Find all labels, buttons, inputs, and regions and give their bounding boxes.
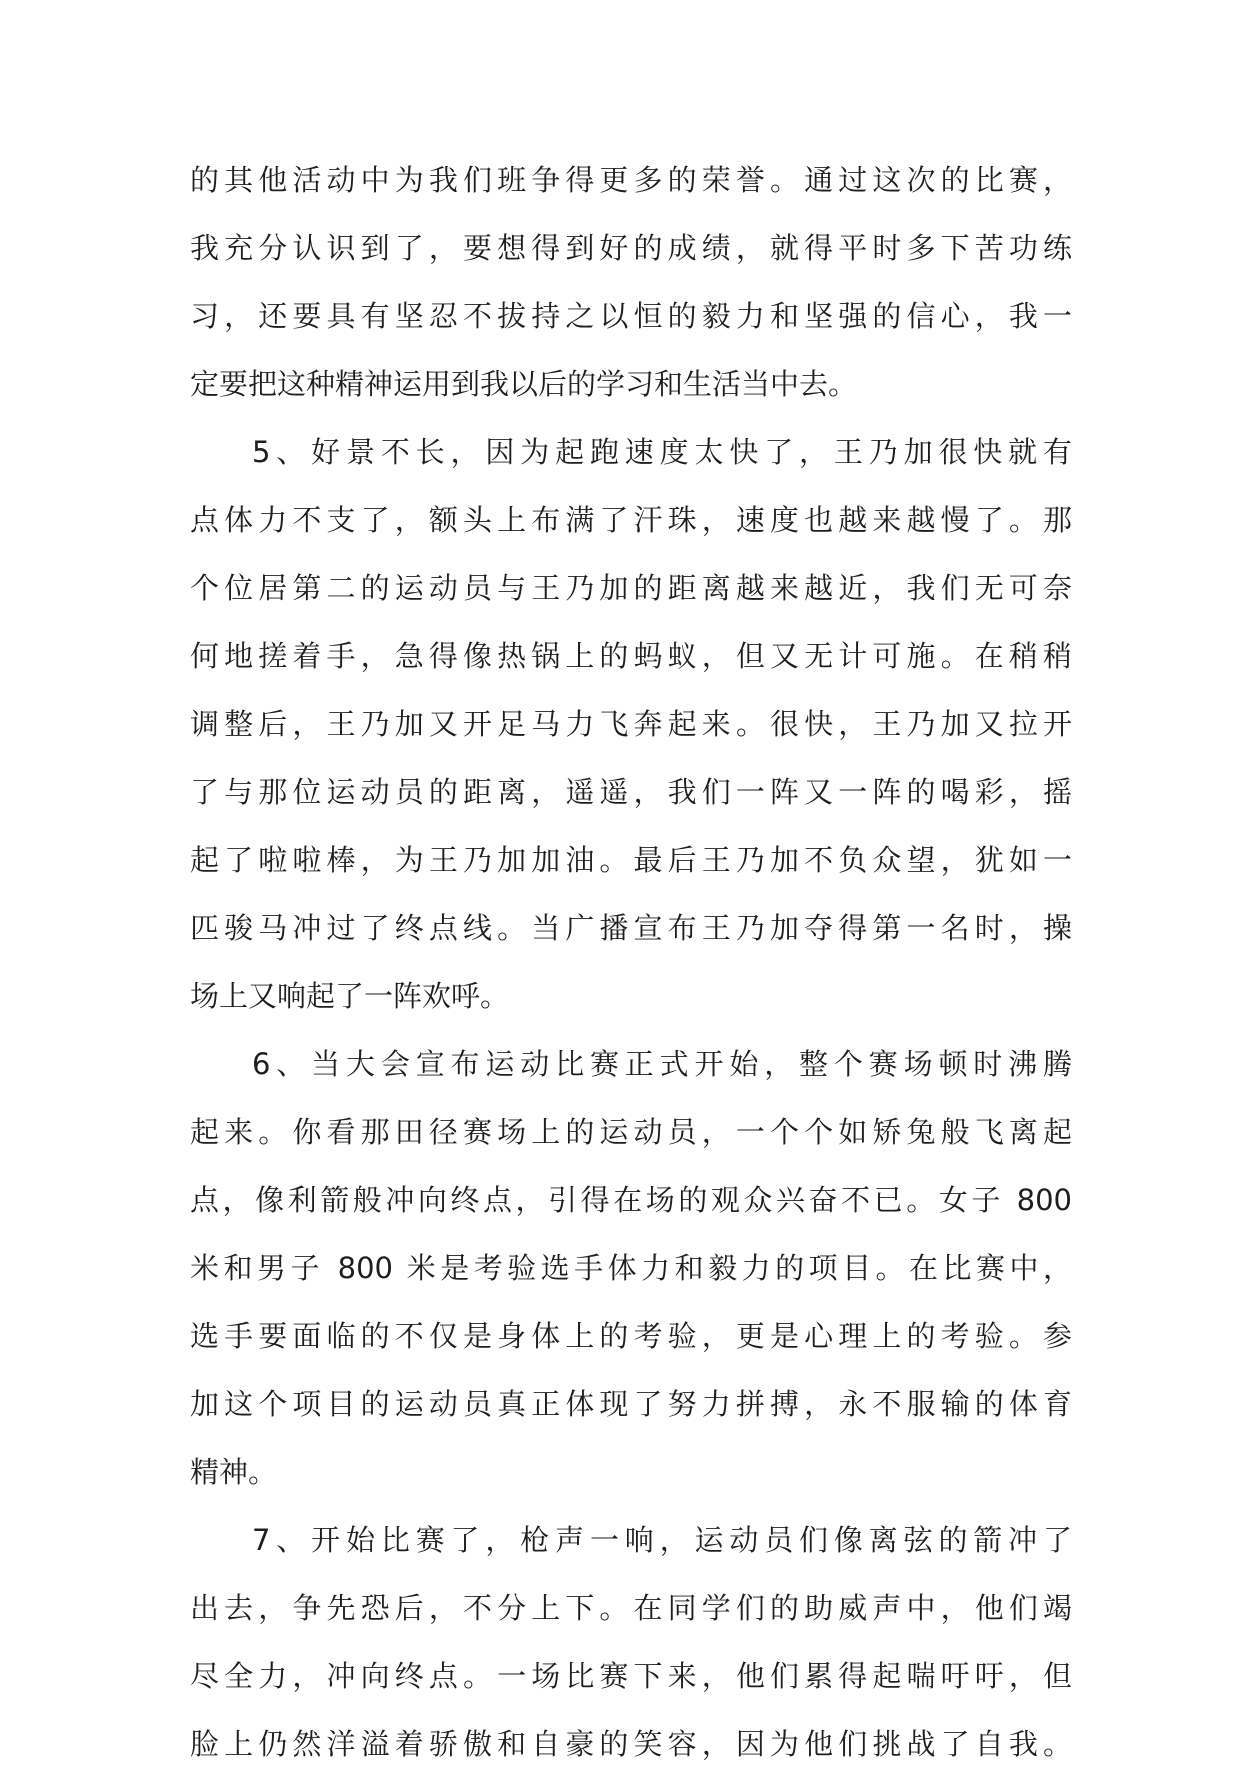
text-line: 点体力不支了，额头上布满了汗珠，速度也越来越慢了。那 xyxy=(190,503,1072,537)
paragraph-5 xyxy=(190,418,1072,1030)
text-line: 7、开始比赛了，枪声一响，运动员们像离弦的箭冲了 xyxy=(252,1523,1072,1557)
text-line: 何地搓着手，急得像热锅上的蚂蚁，但又无计可施。在稍稍 xyxy=(190,639,1072,673)
text-line: 匹骏马冲过了终点线。当广播宣布王乃加夺得第一名时，操 xyxy=(190,911,1072,945)
text-line: 我充分认识到了，要想得到好的成绩，就得平时多下苦功练 xyxy=(190,231,1072,265)
text-line: 起了啦啦棒，为王乃加加油。最后王乃加不负众望，犹如一 xyxy=(190,843,1072,877)
text-line: 起来。你看那田径赛场上的运动员，一个个如矫兔般飞离起 xyxy=(190,1115,1072,1149)
text-line: 加这个项目的运动员真正体现了努力拼搏，永不服输的体育 xyxy=(190,1387,1072,1421)
text-line: 个位居第二的运动员与王乃加的距离越来越近，我们无可奈 xyxy=(190,571,1072,605)
document-body xyxy=(190,146,1072,1778)
paragraph-7 xyxy=(190,1506,1072,1778)
text-line: 的其他活动中为我们班争得更多的荣誉。通过这次的比赛， xyxy=(190,163,1072,197)
text-line: 习，还要具有坚忍不拔持之以恒的毅力和坚强的信心，我一 xyxy=(190,299,1072,333)
text-line: 调整后，王乃加又开足马力飞奔起来。很快，王乃加又拉开 xyxy=(190,707,1072,741)
text-line: 5、好景不长，因为起跑速度太快了，王乃加很快就有 xyxy=(252,435,1072,469)
text-line: 脸上仍然洋溢着骄傲和自豪的笑容，因为他们挑战了自我。 xyxy=(190,1727,1072,1761)
continued-paragraph xyxy=(190,146,1072,418)
text-line: 出去，争先恐后，不分上下。在同学们的助威声中，他们竭 xyxy=(190,1591,1072,1625)
text-line: 精神。 xyxy=(190,1455,278,1489)
text-line: 6、当大会宣布运动比赛正式开始，整个赛场顿时沸腾 xyxy=(252,1047,1072,1081)
text-line: 点，像利箭般冲向终点，引得在场的观众兴奋不已。女子 800 xyxy=(190,1183,1072,1217)
text-line: 米和男子 800 米是考验选手体力和毅力的项目。在比赛中， xyxy=(190,1251,1072,1285)
text-line: 尽全力，冲向终点。一场比赛下来，他们累得起喘吁吁，但 xyxy=(190,1659,1072,1693)
text-line: 定要把这种精神运用到我以后的学习和生活当中去。 xyxy=(190,367,858,401)
text-line: 了与那位运动员的距离，遥遥，我们一阵又一阵的喝彩，摇 xyxy=(190,775,1072,809)
text-line: 场上又响起了一阵欢呼。 xyxy=(190,979,510,1013)
text-line: 选手要面临的不仅是身体上的考验，更是心理上的考验。参 xyxy=(190,1319,1072,1353)
paragraph-6 xyxy=(190,1030,1072,1506)
